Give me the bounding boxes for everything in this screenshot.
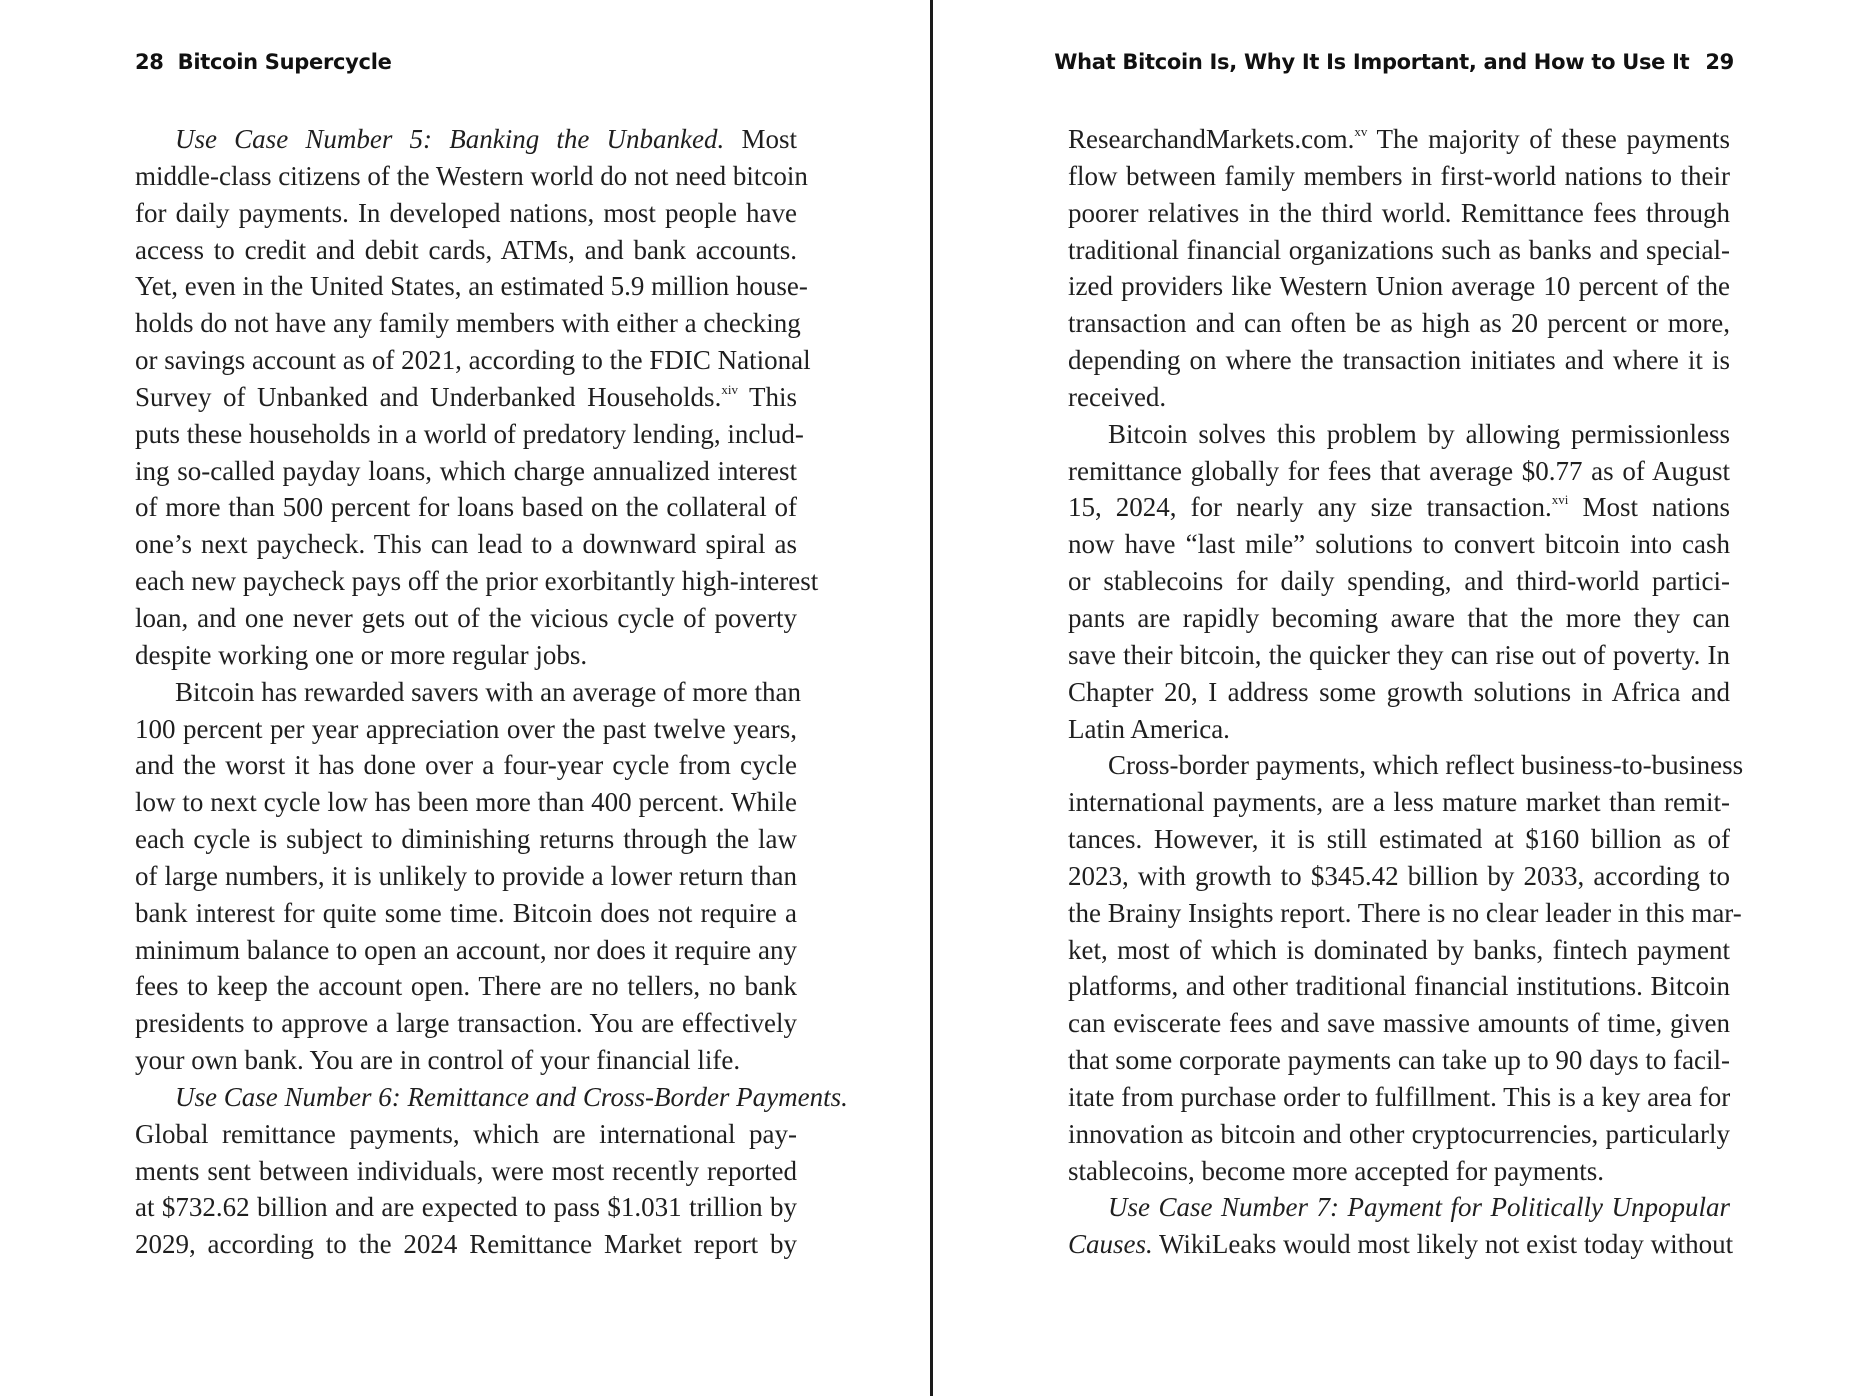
text-line xyxy=(1068,968,1730,1005)
text-run: and the worst it has done over a four-year cycle from cycle xyxy=(135,750,797,781)
text-line xyxy=(135,747,797,784)
text-run: of more than 500 percent for loans based on the collateral of xyxy=(135,492,797,523)
text-run: bank interest for quite some time. Bitcoin does not require a xyxy=(135,897,797,928)
text-run: Survey of Unbanked and Underbanked Households. xyxy=(135,381,722,412)
text-line xyxy=(1068,858,1730,895)
text-line xyxy=(135,342,811,379)
text-run: one’s next paycheck. This can lead to a downward spiral as xyxy=(135,529,797,560)
text-run: that some corporate payments can take up to 90 days to facil- xyxy=(1068,1045,1731,1076)
text-run: now have “last mile” solutions to convert bitcoin into cash xyxy=(1068,529,1730,560)
text-line xyxy=(1068,600,1730,637)
text-line xyxy=(1068,158,1730,195)
text-line xyxy=(135,1079,848,1116)
text-run: 15, 2024, for nearly any size transaction. xyxy=(1068,492,1552,523)
text-run: poorer relatives in the third world. Remittance fees through xyxy=(1068,197,1730,228)
text-line xyxy=(135,1116,797,1153)
text-line xyxy=(1068,1153,1730,1190)
text-run: ments sent between individuals, were most recently reported xyxy=(135,1155,797,1186)
text-run: received. xyxy=(1068,381,1167,412)
text-run: Most nations xyxy=(1568,492,1730,523)
text-line xyxy=(1068,711,1730,748)
text-line xyxy=(135,821,797,858)
text-run: presidents to approve a large transaction. You are effectively xyxy=(135,1008,797,1039)
text-line xyxy=(135,453,797,490)
text-run: platforms, and other traditional financial institutions. Bitcoin xyxy=(1068,971,1730,1002)
text-line xyxy=(1068,1005,1730,1042)
italic-text: Use Case Number 5: Banking the Unbanked. xyxy=(175,124,725,154)
text-run: transaction and can often be as high as 20 percent or more, xyxy=(1068,308,1730,339)
text-line xyxy=(1068,305,1730,342)
text-run: Global remittance payments, which are international pay- xyxy=(135,1118,797,1149)
text-run: each new paycheck pays off the prior exorbitantly high-interest xyxy=(135,566,819,597)
text-run: minimum balance to open an account, nor does it require any xyxy=(135,934,797,965)
text-run: puts these households in a world of predatory lending, includ- xyxy=(135,418,804,449)
body-text xyxy=(135,121,848,1263)
text-line xyxy=(1068,526,1730,563)
text-run: international payments, are a less mature market than remit- xyxy=(1068,787,1730,818)
text-run: at $732.62 billion and are expected to pass $1.031 trillion by xyxy=(135,1192,797,1223)
text-line xyxy=(135,195,797,232)
text-run: 100 percent per year appreciation over the past twelve years, xyxy=(135,713,797,744)
text-run: Yet, even in the United States, an estimated 5.9 million house- xyxy=(135,271,808,302)
text-line xyxy=(1068,453,1730,490)
text-line xyxy=(135,784,797,821)
text-run: loan, and one never gets out of the vicious cycle of poverty xyxy=(135,602,797,633)
text-line xyxy=(1068,821,1730,858)
text-line xyxy=(1068,1226,1734,1263)
footnote-marker: xvi xyxy=(1551,492,1569,508)
text-run: ResearchandMarkets.com. xyxy=(1068,124,1355,154)
text-run: Latin America. xyxy=(1068,713,1230,744)
text-line xyxy=(1068,416,1730,453)
text-run: save their bitcoin, the quicker they can rise out of poverty. In xyxy=(1068,639,1730,670)
text-line xyxy=(135,268,808,305)
text-line xyxy=(1068,895,1742,932)
text-line xyxy=(135,600,797,637)
text-line xyxy=(1068,489,1730,526)
text-line xyxy=(135,711,797,748)
text-line xyxy=(1068,121,1730,158)
text-run: Bitcoin has rewarded savers with an average of more than xyxy=(175,676,802,707)
text-run: Chapter 20, I address some growth solutions in Africa and xyxy=(1068,676,1730,707)
text-run: access to credit and debit cards, ATMs, and bank accounts. xyxy=(135,234,797,265)
page-number: 28 xyxy=(135,50,164,74)
text-line xyxy=(1068,1042,1730,1079)
text-line xyxy=(1068,932,1730,969)
running-head-right xyxy=(1054,50,1734,74)
text-line xyxy=(135,232,797,269)
text-run: innovation as bitcoin and other cryptocurrencies, particularly xyxy=(1068,1118,1730,1149)
text-run: can eviscerate fees and save massive amounts of time, given xyxy=(1068,1008,1730,1039)
text-line xyxy=(1068,195,1730,232)
text-run: holds do not have any family members with either a checking xyxy=(135,308,801,339)
text-line xyxy=(1068,1116,1730,1153)
text-run: tances. However, it is still estimated at $160 billion as of xyxy=(1068,824,1730,855)
text-line xyxy=(1068,674,1730,711)
text-line xyxy=(1068,1079,1730,1116)
left-page xyxy=(0,0,930,1396)
text-run: the Brainy Insights report. There is no clear leader in this mar- xyxy=(1068,897,1742,928)
text-line xyxy=(1068,268,1730,305)
text-line xyxy=(135,305,801,342)
text-line xyxy=(1068,637,1730,674)
text-line xyxy=(135,932,797,969)
text-run: despite working one or more regular jobs. xyxy=(135,639,588,670)
text-run: ing so-called payday loans, which charge annualized interest xyxy=(135,455,797,486)
book-gutter-divider xyxy=(930,0,933,1396)
text-run: 2023, with growth to $345.42 billion by 2033, according to xyxy=(1068,860,1730,891)
text-line xyxy=(135,1005,797,1042)
text-run: pants are rapidly becoming aware that the more they can xyxy=(1068,602,1730,633)
text-run: traditional financial organizations such as banks and special- xyxy=(1068,234,1730,265)
running-head-title: Bitcoin Supercycle xyxy=(177,50,392,74)
text-line xyxy=(1068,342,1730,379)
page-number: 29 xyxy=(1705,50,1734,74)
text-run: fees to keep the account open. There are no tellers, no bank xyxy=(135,971,797,1002)
text-run: your own bank. You are in control of your financial life. xyxy=(135,1045,741,1076)
text-run: low to next cycle low has been more than 400 percent. While xyxy=(135,787,797,818)
running-head-title: What Bitcoin Is, Why It Is Important, and How to Use It xyxy=(1054,50,1690,74)
text-line xyxy=(135,563,819,600)
text-line xyxy=(1068,784,1730,821)
text-run: or stablecoins for daily spending, and third-world partici- xyxy=(1068,566,1730,597)
text-run: or savings account as of 2021, according to the FDIC National xyxy=(135,345,811,376)
text-run: for daily payments. In developed nations, most people have xyxy=(135,197,797,228)
text-line xyxy=(135,858,797,895)
text-run: depending on where the transaction initiates and where it is xyxy=(1068,345,1730,376)
text-line xyxy=(135,526,797,563)
body-text xyxy=(1068,121,1744,1263)
text-run: 2029, according to the 2024 Remittance Market report by xyxy=(135,1229,797,1260)
text-run: The majority of these payments xyxy=(1367,124,1730,154)
text-line xyxy=(135,1153,797,1190)
text-line xyxy=(1068,232,1730,269)
text-run: of large numbers, it is unlikely to provide a lower return than xyxy=(135,860,797,891)
italic-text: Use Case Number 7: Payment for Politically Unpopular xyxy=(1108,1192,1730,1223)
text-line xyxy=(135,1189,797,1226)
text-line xyxy=(135,637,797,674)
text-line xyxy=(135,489,797,526)
text-run: ket, most of which is dominated by banks, fintech payment xyxy=(1068,934,1730,965)
text-line xyxy=(135,121,797,158)
text-run: Bitcoin solves this problem by allowing permissionless xyxy=(1108,418,1730,449)
text-line xyxy=(135,1226,797,1263)
text-line xyxy=(135,379,797,416)
italic-text: Causes. xyxy=(1068,1229,1153,1260)
text-run: ized providers like Western Union average 10 percent of the xyxy=(1068,271,1730,302)
text-line xyxy=(1068,1189,1730,1226)
text-run: itate from purchase order to fulfillment. This is a key area for xyxy=(1068,1081,1731,1112)
footnote-marker: xiv xyxy=(721,381,738,397)
running-head-left xyxy=(135,50,392,74)
text-line xyxy=(1068,747,1744,784)
text-run: stablecoins, become more accepted for payments. xyxy=(1068,1155,1605,1186)
text-line xyxy=(135,158,808,195)
text-run: middle-class citizens of the Western world do not need bitcoin xyxy=(135,160,808,191)
text-line xyxy=(1068,379,1730,416)
text-run: This xyxy=(737,381,798,412)
text-run: flow between family members in first-world nations to their xyxy=(1068,160,1730,191)
text-line xyxy=(135,416,804,453)
text-run: WikiLeaks would most likely not exist today without xyxy=(1152,1229,1734,1260)
text-line xyxy=(135,1042,797,1079)
text-line xyxy=(135,674,802,711)
text-run: each cycle is subject to diminishing returns through the law xyxy=(135,824,797,855)
footnote-marker: xv xyxy=(1354,124,1368,139)
text-line xyxy=(1068,563,1730,600)
text-run: Most xyxy=(724,124,797,154)
right-page xyxy=(936,0,1862,1396)
text-line xyxy=(135,895,797,932)
italic-text: Use Case Number 6: Remittance and Cross-Border Payments. xyxy=(175,1081,848,1112)
text-run: Cross-border payments, which reflect business-to-business xyxy=(1108,750,1744,781)
text-line xyxy=(135,968,797,1005)
text-run: remittance globally for fees that average $0.77 as of August xyxy=(1068,455,1730,486)
